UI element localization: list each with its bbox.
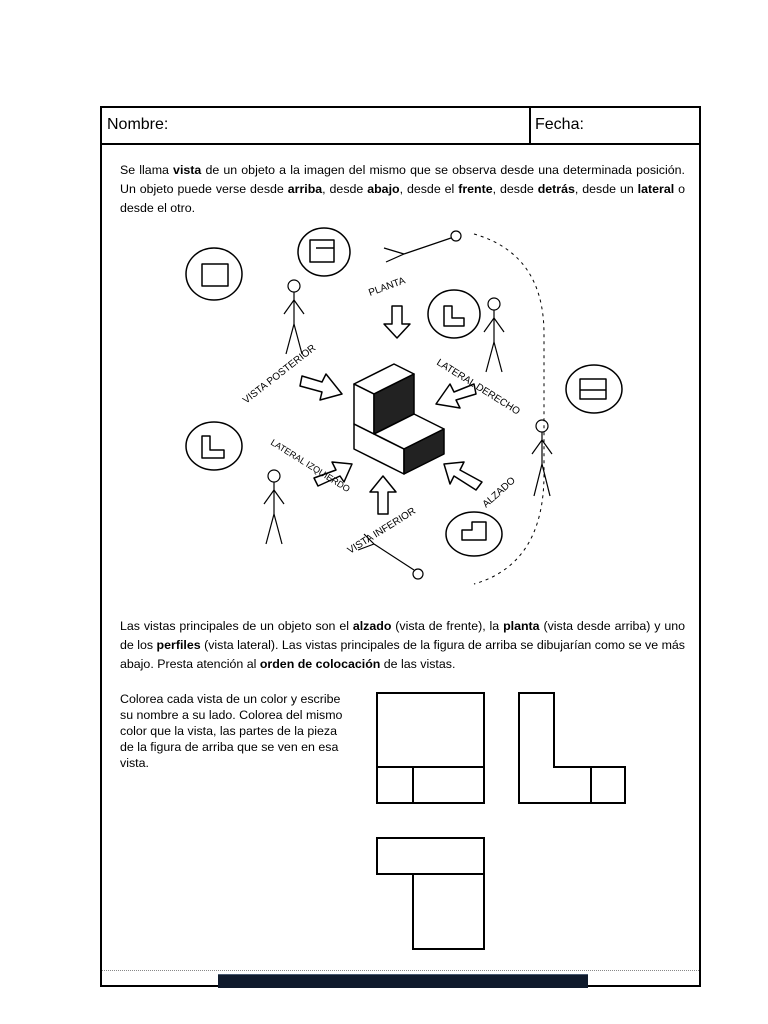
bold-term: alzado xyxy=(352,619,392,633)
cloud-top xyxy=(298,228,350,276)
text-run: , desde un xyxy=(574,182,638,196)
bold-term: abajo xyxy=(367,182,400,196)
name-label: Nombre: xyxy=(107,116,169,133)
text-run: Las vistas principales de un objeto son el xyxy=(120,619,353,633)
cloud-left xyxy=(186,422,242,470)
bold-term: planta xyxy=(503,619,540,633)
instruction-paragraph: Colorea cada vista de un color y escribe su nombre a su lado. Colorea del mismo color que la vista, las partes de la pieza de la figura de arriba que se ven en esa vista. xyxy=(120,692,343,770)
text-run: , desde xyxy=(492,182,538,196)
intro-paragraph xyxy=(120,161,685,218)
bold-term: lateral xyxy=(637,182,675,196)
text-run: (vista desde arriba) y uno de los xyxy=(120,619,685,652)
arrow-inferior xyxy=(370,476,396,514)
bold-term: perfiles xyxy=(156,638,201,652)
text-run: (vista lateral). Las vistas principales de la figura de arriba se dibujarían como se ve más abajo. Presta atención al xyxy=(120,638,685,671)
bold-term: orden de colocación xyxy=(259,657,381,671)
isometric-piece xyxy=(354,364,444,474)
label-planta: PLANTA xyxy=(367,275,407,299)
arrow-planta xyxy=(384,306,410,338)
text-run: , desde el xyxy=(399,182,459,196)
bold-term: detrás xyxy=(537,182,575,196)
text-run: de un objeto a la imagen del mismo que se observa desde una determinada posición. Un objeto puede verse desde xyxy=(120,163,685,196)
figure-right-lower xyxy=(532,420,552,496)
text-run: o desde el otro. xyxy=(120,182,686,215)
figure-left-upper xyxy=(284,280,304,354)
view-alzado-box xyxy=(377,693,484,803)
footer-divider xyxy=(102,970,699,971)
date-label: Fecha: xyxy=(535,116,584,133)
view-perfil-box xyxy=(519,693,625,803)
header-divider xyxy=(529,108,531,143)
text-run: (vista de frente), la xyxy=(391,619,504,633)
cloud-bottom xyxy=(446,512,502,556)
cloud-right-upper xyxy=(428,290,480,338)
label-vista-inferior: VISTA INFERIOR xyxy=(345,505,418,557)
views-illustration xyxy=(174,214,630,598)
label-vista-posterior: VISTA POSTERIOR xyxy=(241,342,319,407)
label-alzado: ALZADO xyxy=(480,475,518,511)
bold-term: arriba xyxy=(287,182,323,196)
arrow-posterior xyxy=(300,374,342,400)
label-lateral-izquierdo: LATERAL IZQUIERDO xyxy=(268,437,352,495)
figure-lying-top xyxy=(384,231,461,262)
cloud-right xyxy=(566,365,622,413)
cloud-top-left xyxy=(186,248,242,300)
arrow-alzado xyxy=(444,462,482,490)
view-planta-box xyxy=(377,838,484,949)
bold-term: frente xyxy=(458,182,493,196)
principal-views-paragraph xyxy=(120,617,685,674)
worksheet xyxy=(100,106,701,987)
label-lateral-derecho: LATERAL DERECHO xyxy=(434,357,522,418)
figure-right-upper xyxy=(484,298,504,372)
footer-bar xyxy=(218,974,588,988)
text-run: , desde xyxy=(322,182,368,196)
header-row xyxy=(102,108,699,145)
bold-term: vista xyxy=(173,163,202,177)
text-run: de las vistas. xyxy=(380,657,456,671)
text-run: Se llama xyxy=(120,163,174,177)
figure-left-lower xyxy=(264,470,284,544)
